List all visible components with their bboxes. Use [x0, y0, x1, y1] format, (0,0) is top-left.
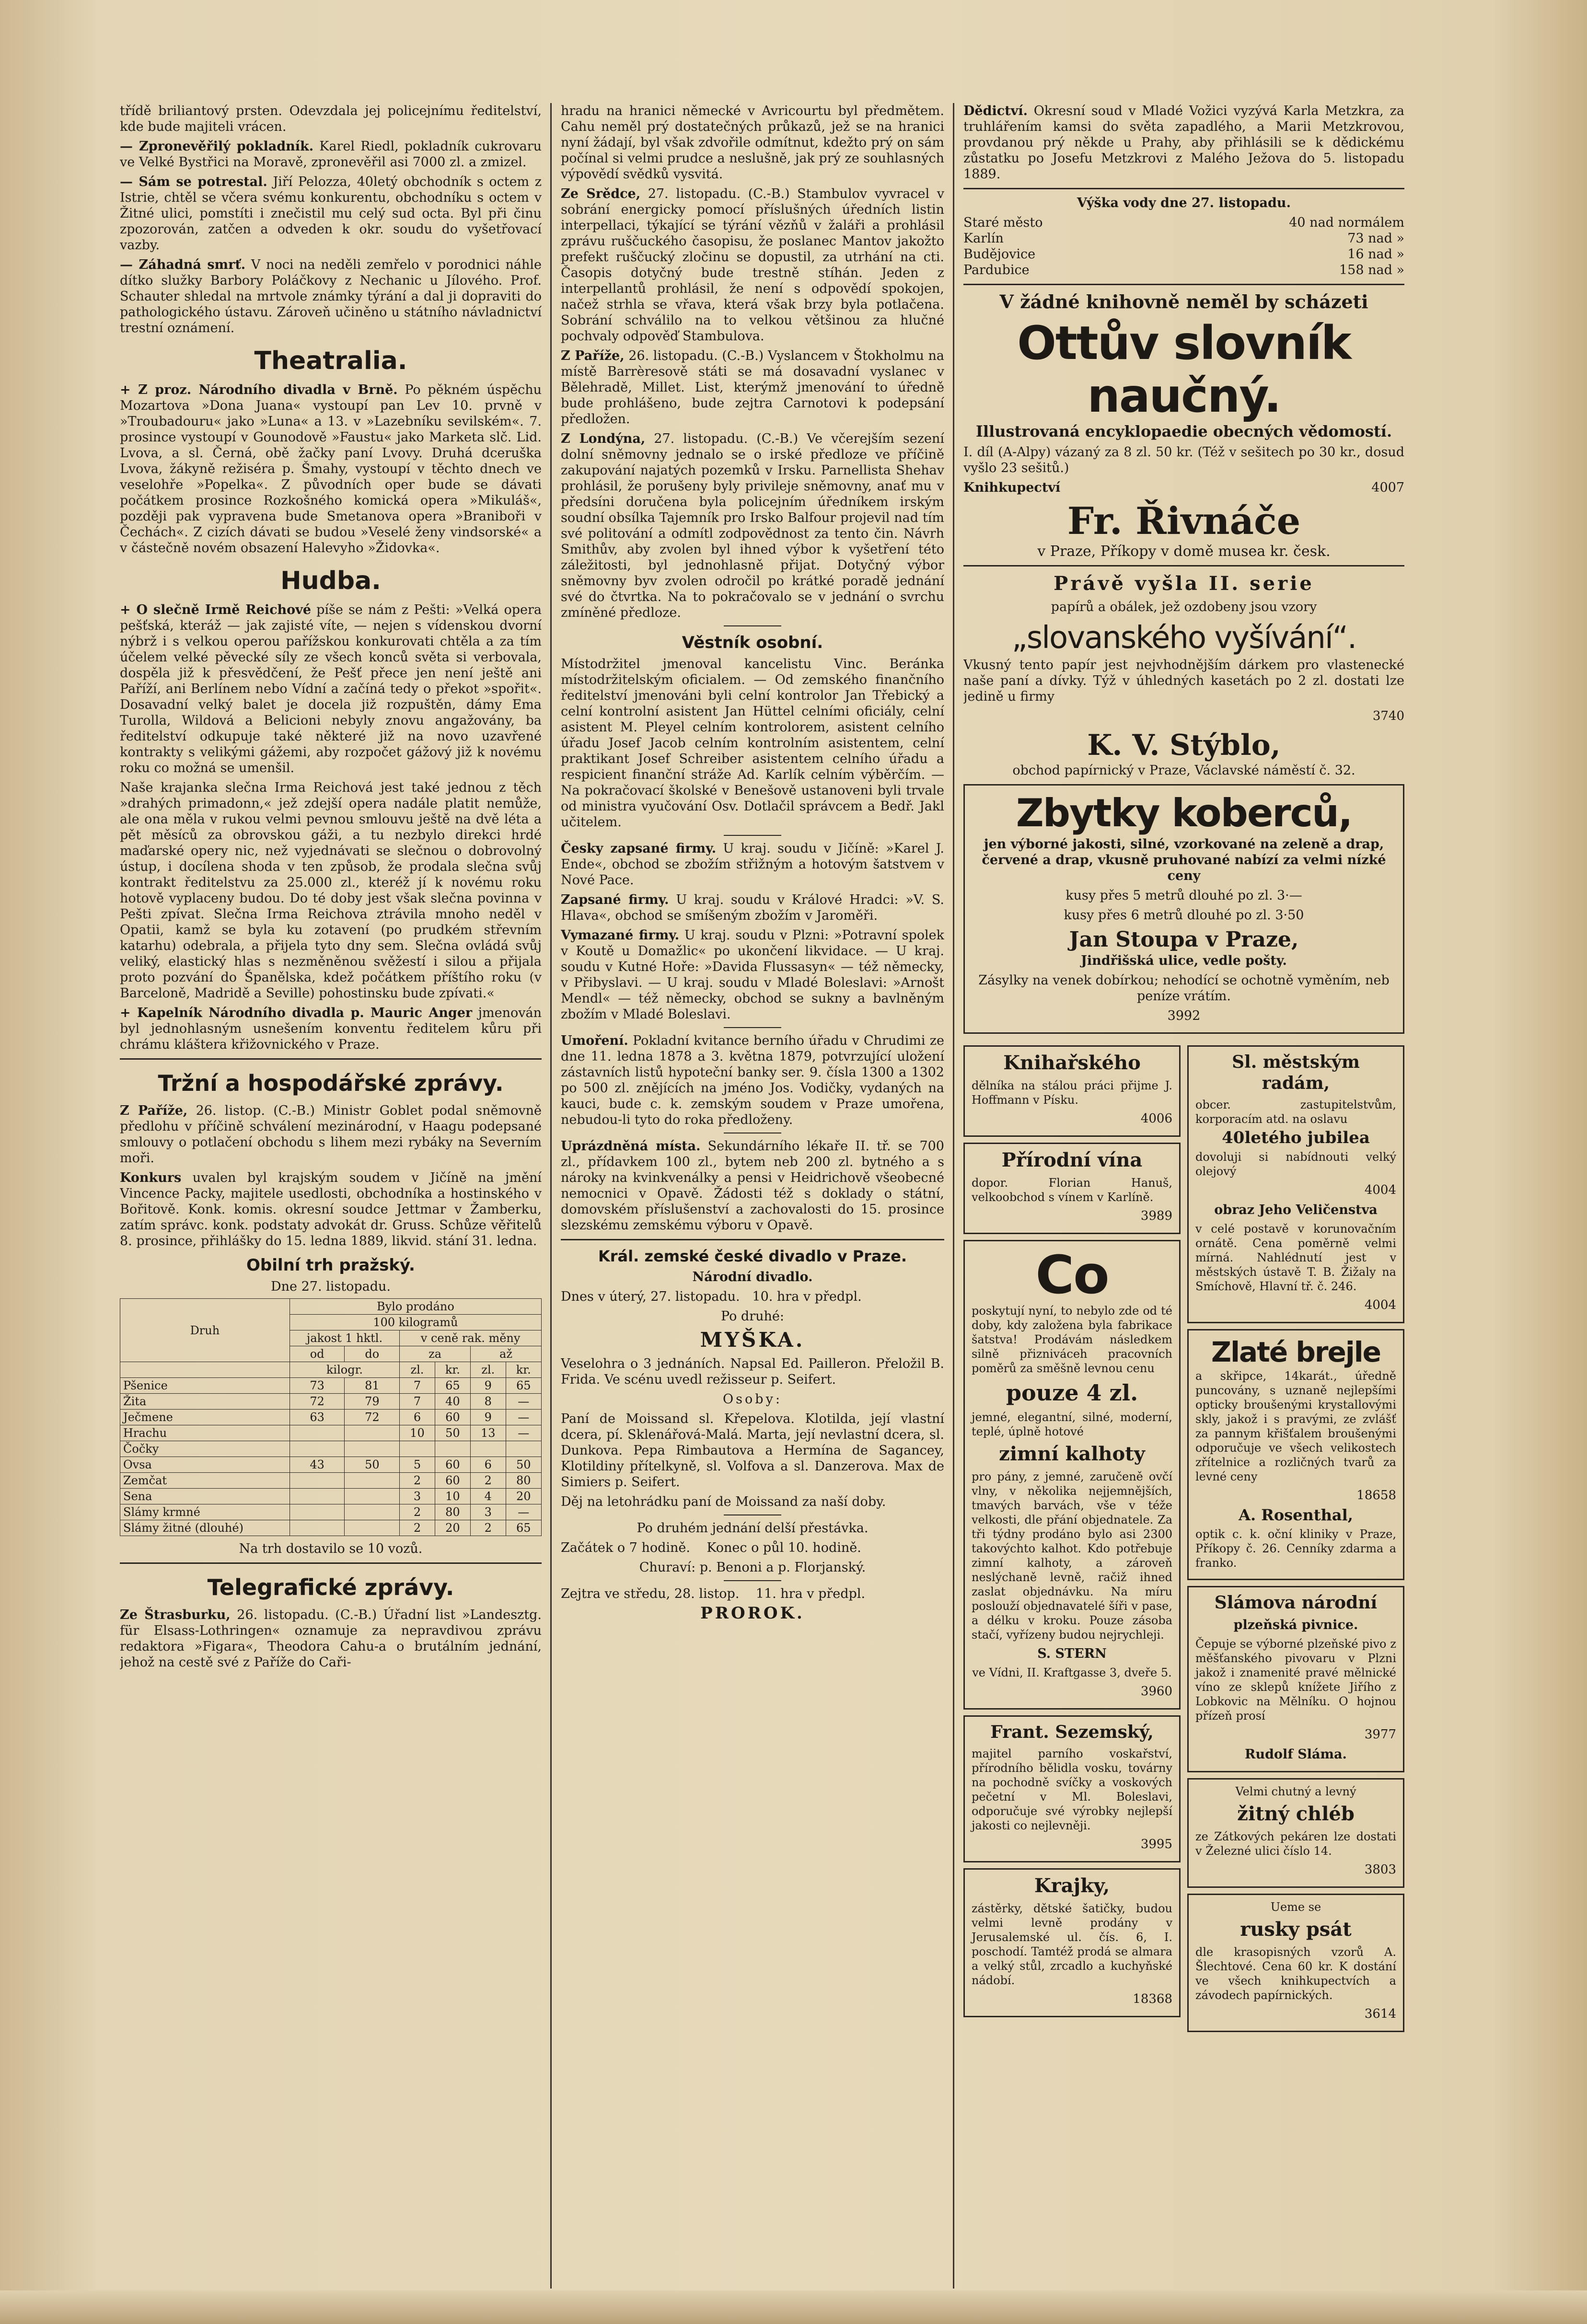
divider — [120, 1562, 542, 1564]
water-row — [963, 231, 1404, 246]
news-item-paris: Z Paříže, 26. listop. (C.-B.) Ministr Goblet podal sněmovně předlohu v příčině schválení mezinárodní, v Haagu podepsané smlouvy o potlačení obchodu s lihem mezi rybáky na Severním moři. — [120, 1103, 542, 1166]
grain-value: 60 — [435, 1473, 470, 1489]
ad-styblo-sub: papírů a obálek, jež ozdobeny jsou vzory — [1051, 600, 1317, 614]
table-header-jakost: jakost 1 hktl. — [290, 1330, 399, 1346]
divider — [963, 565, 1404, 567]
water-value: 158 nad » — [1339, 263, 1404, 277]
ad-kalhoty-title: Co — [1035, 1244, 1109, 1306]
ad-koberce-price-1: kusy přes 5 metrů dlouhé po zl. 3·— — [1066, 888, 1302, 903]
ad-vina-text: dopor. Florian Hanuš, velkoobchod s vínem v Karlíně. — [972, 1176, 1172, 1204]
ad-koberce-price-2: kusy přes 6 metrů dlouhé po zl. 3·50 — [1064, 908, 1304, 923]
ad-chleb — [1187, 1778, 1404, 1888]
grain-value: 65 — [435, 1378, 470, 1394]
ad-otto-bookstore-line: Knihkupectví 4007 — [963, 480, 1404, 495]
table-row — [120, 1473, 542, 1489]
grain-value: 60 — [435, 1457, 470, 1473]
news-item-reichova-2: Naše krajanka slečna Irma Reichová jest také jednou z těch »drahých primadonn,« jež zdejší opera nadále platit nemůže, ale ona měla v rukou velmi pevnou smlouvu ještě na dvě léta a pět měsíců za obrovskou gáži, a tu nezbylo direkci hrdé maďarské opery nic, než vyjednávati se slečnou o dobrovolný ústup, i docílena shoda v ten způsob, že prodala slečna svůj kontrakt ředitelstvu za 25.000 zl., kteréž jí k novému roku hotově vyplaceny budou. Do té doby jest však slečna povinna v Pešti zpívat. Slečna Irma Reichova ztrávila mnoho neděl v Opatii, kamž se byla ku zotavení (po prudkém střevním katarhu) odebrala, a přijela tyto dny sem. Slečna ovládá svůj veliký, elastický hlas s nezměněnou svěžestí i silou a přijala proto pozvání do Španělska, kdež počátkem příštího roku (v Barceloně, Madridě a Seville) pohostinsku bude zpívati.« — [120, 780, 542, 1001]
ad-pivnice-number: 3977 — [1364, 1727, 1396, 1742]
ad-brejle-number: 18658 — [1356, 1488, 1396, 1503]
divider — [561, 1239, 944, 1240]
table-row — [120, 1394, 542, 1410]
ad-kalhoty-address: ve Vídni, II. Kraftgasse 3, dveře 5. — [972, 1666, 1172, 1679]
market-rows — [120, 1378, 542, 1536]
ad-obraz-number-2: 4004 — [1364, 1298, 1396, 1312]
grain-value: 2 — [400, 1504, 435, 1520]
ad-pivnice-sub: plzeňská pivnice. — [1233, 1618, 1358, 1632]
ad-chleb-text-2: ze Zátkových pekáren lze dostati v Železné ulici číslo 14. — [1195, 1830, 1396, 1858]
news-item-reichova: + O slečně Irmě Reichové píše se nám z Pešti: »Velká opera pešťská, kteráž — jak zajisté víte, — nejen s vídenskou dvorní nýbrž i s velkou operou pařížskou konkurovati chtěla a za tím účelem velké pěvecké síly ze všech konců světa si verbovala, dospěla již k přesvědčení, že Pešť přece jen není ještě ani Paříží, ani Berlínem nebo Vídní a začíná tedy o překot »spořit«. Dosavadní velký balet je docela již rozpuštěn, dámy Ema Turolla, Wildová a Belicioni nebyly znovu angažovány, ba ředitelství odkupuje také některé již na novo uzavřené kontrakty s velikými gážemi, aby rozpočet gážový již k novému roku co možná se umenšil. — [120, 602, 542, 775]
theatre-play-title: MYŠKA. — [700, 1328, 805, 1352]
news-item-punished: — Sám se potrestal. Jiří Pelozza, 40letý obchodník s octem z Istrie, chtěl se včera svému konkurentu, obchodníku s octem v Žitné ulici, pomstíti i znečistil mu celý sud octa. Byl při činu zpozorován, zatčen a odveden k okr. soudu do vyšetřovací vazby. — [120, 174, 542, 253]
grain-value: 6 — [471, 1457, 506, 1473]
section-heading-tele: Telegrafické zprávy. — [207, 1574, 454, 1600]
ad-brejle-address: optik c. k. oční kliniky v Praze, Příkopy č. 26. Cenníky zdarma a franko. — [1195, 1527, 1396, 1570]
grain-value: 80 — [435, 1504, 470, 1520]
ad-pivnice-text: Čepuje se výborné plzeňské pivo z měšťanského pivovaru v Plzni jakož i znamenité pravé mělnické víno ze sklepů knížete Jiřího z Lobkovic na Mělníku. O hojnou přízeň prosí — [1195, 1637, 1396, 1723]
water-heading: Výška vody dne 27. listopadu. — [1077, 196, 1291, 210]
table-row — [120, 1489, 542, 1504]
table-header-cena: v ceně rak. měny — [400, 1330, 542, 1346]
ad-rusky-title: rusky psát — [1240, 1918, 1352, 1941]
news-item-cahu: hradu na hranici německé v Avricourtu byl předmětem. Cahu neměl prý dostatečných průkazů, jež se na hranici nyní žádají, byl však zdvořile odmítnut, kdežto prý on sám počínal si velmi prudce a neslušně, jak prý ze souhlasných výpovědí svědků vysvitá. — [561, 104, 944, 182]
market-date: Dne 27. listopadu. — [271, 1279, 391, 1294]
table-row — [120, 1425, 542, 1441]
ad-vina-number: 3989 — [1140, 1209, 1172, 1223]
ad-pivnice-title: Slámova národní — [1214, 1593, 1378, 1613]
news-item-anger: + Kapelník Národního divadla p. Mauric Anger jmenován byl jednohlasným usnešením konventu ředitelem kůru při chrámu kláštera křižovnického v Praze. — [120, 1006, 542, 1052]
grain-value: 40 — [435, 1394, 470, 1410]
grain-value: 72 — [345, 1410, 400, 1425]
divider — [724, 625, 781, 626]
ad-chleb-title: žitný chléb — [1237, 1803, 1355, 1825]
grain-value — [345, 1489, 400, 1504]
table-header-sold: Bylo prodáno — [290, 1299, 541, 1315]
grain-value — [290, 1425, 345, 1441]
grain-name: Zemčat — [120, 1473, 290, 1489]
table-header-do: do — [345, 1346, 400, 1362]
section-heading-hudba: Hudba. — [280, 567, 381, 595]
grain-value: 13 — [471, 1425, 506, 1441]
grain-value — [290, 1504, 345, 1520]
ad-kalhoty-text-3: pro pány, z jemné, zaručeně ovčí vlny, v několika nejjemnějších, tmavých barvách, vše v téže velkosti, dle přání objednatele. Za tři týdny prodáno bylo asi 2300 takovýchto kalhot. Kdo potřebuje zimní kalhoty, a zároveň neslýchaně levně, račiž ihned zaslat objednávku. Na míru poslouží objednavatelé šíři v pase, a délku v kroku. Pouze zásoba stačí, vyřízeny budou nejrychleji. — [972, 1470, 1172, 1642]
ad-obraz-text-2: dovoluji si nabídnouti velký olejový — [1195, 1150, 1396, 1178]
news-item-ring: třídě briliantový prsten. Odevzdala jej policejnímu ředitelství, kde bude majiteli vrácen. — [120, 104, 542, 134]
news-item-umoreni: Umoření. Pokladní kvitance berního úřadu v Chrudimi ze dne 11. ledna 1878 a 3. května 1879, potvrzující uložení zástavních listů hypoteční banky ser. 9. čísla 1300 a 1302 po 500 zl. znějících na jméno Jos. Vodičky, vydaných na kauci, bude c. k. zemským soudem v Praze umořena, nebudou-li tyto do roka předloženy. — [561, 1033, 944, 1127]
ad-vina — [963, 1143, 1181, 1234]
table-row — [120, 1520, 542, 1536]
grain-value: 50 — [506, 1457, 541, 1473]
divider — [963, 188, 1404, 189]
grain-value — [290, 1441, 345, 1457]
grain-value: 80 — [506, 1473, 541, 1489]
grain-value — [345, 1504, 400, 1520]
ad-obraz-title-3: obraz Jeho Veličenstva — [1214, 1202, 1378, 1217]
table-row — [120, 1378, 542, 1394]
table-header-zl-1: zl. — [400, 1362, 435, 1378]
water-level-list — [963, 215, 1404, 278]
ad-chleb-number: 3803 — [1364, 1862, 1396, 1877]
column-rule-2 — [953, 103, 954, 2289]
ad-koberce-number: 3992 — [1167, 1008, 1201, 1023]
grain-value — [400, 1441, 435, 1457]
ad-obraz — [1187, 1045, 1404, 1323]
ad-rusky-header: Ueme se — [1270, 1900, 1321, 1914]
table-header-kilogr: kilogr. — [290, 1362, 399, 1378]
grain-value: 3 — [400, 1489, 435, 1504]
osoby-heading: Osoby: — [723, 1392, 782, 1407]
ad-otto-address: v Praze, Příkopy v domě musea kr. česk. — [1037, 543, 1331, 560]
grain-value: 43 — [290, 1457, 345, 1473]
news-item-firmy: Česky zapsané firmy. U kraj. soudu v Jičíně: »Karel J. Ende«, obchod se zbožím střižným a hotovým šatstvem v Nové Pace. — [561, 841, 944, 888]
ad-left-stack — [963, 1040, 1181, 2038]
theatre-repeat: Po druhé: — [721, 1309, 784, 1324]
grain-value: 3 — [471, 1504, 506, 1520]
ad-obraz-number-1: 4004 — [1364, 1183, 1396, 1197]
ad-kalhoty-text-2: jemné, elegantní, silné, moderní, teplé, úplně hotové — [972, 1411, 1172, 1438]
news-item-vymazane: Vymazané firmy. U kraj. soudu v Plzni: »Potravní spolek v Koutě u Domažlic« po ukončení likvidace. — U kraj. soudu v Kutné Hoře: »Davida Flussasyn« — též německy, v Přibyslavi. — U kraj. soudu v Mladé Boleslavi: »Arnošt Mendl« — též německy, obchod se sukny a bavlněným zbožím v Mladé Boleslavi. — [561, 928, 944, 1022]
theatre-description: Veselohra o 3 jednáních. Napsal Ed. Pailleron. Přeložil B. Frida. Ve scénu uvedl režisseur p. Seifert. — [561, 1356, 944, 1387]
water-row — [963, 246, 1404, 262]
ad-kalhoty — [963, 1240, 1181, 1710]
ad-styblo-header: Právě vyšla II. serie — [1054, 572, 1314, 595]
grain-value — [345, 1441, 400, 1457]
grain-value: 6 — [400, 1410, 435, 1425]
ad-styblo-number: 3740 — [1372, 709, 1404, 723]
news-item-theatre-brno: + Z proz. Národního divadla v Brně. Po pěkném úspěchu Mozartova »Dona Juana« vystoupí pan Lev 10. prvně v »Troubadouru« jako »Luna« a 13. v »Lazebníku sevilském«. 7. prosince vystoupí v Gounodově »Faustu« jako Marketa slč. Lid. Lvova, a sl. Černá, obě žačky paní Lvovy. Druhá dceruška Lvova, žákyně režiséra p. Šmahy, vystoupí v těchto dnech ve veselohře »Popelka«. Z původních oper bude se dávati počátkem prosince Rozkošného komická opera »Mikuláš«, později pak vypravena bude Smetanova opera »Braniboři v Čechách«. Z cizích dávati se budou »Veselé ženy vindsorské« a v částečně novém obsazení Halevyho »Židovka«. — [120, 382, 542, 555]
table-header-az: až — [471, 1346, 542, 1362]
grain-value: 4 — [471, 1489, 506, 1504]
ad-vina-title: Přírodní vína — [1001, 1149, 1143, 1171]
table-header-druh: Druh — [120, 1299, 290, 1362]
ad-koberce-text: jen výborné jakosti, silné, vzorkované na zeleně a drap, červené a drap, vkusně pruhované nabízí za velmi nízké ceny — [982, 837, 1386, 883]
table-header-od: od — [290, 1346, 345, 1362]
ad-grid — [963, 1040, 1404, 2038]
water-value: 40 nad normálem — [1289, 215, 1404, 230]
grain-value: 60 — [435, 1410, 470, 1425]
ad-brejle — [1187, 1329, 1404, 1580]
grain-value: 2 — [471, 1473, 506, 1489]
grain-name: Žita — [120, 1394, 290, 1410]
table-header-kr-2: kr. — [506, 1362, 541, 1378]
grain-value — [345, 1520, 400, 1536]
divider — [724, 835, 781, 836]
water-place: Staré město — [963, 215, 1043, 230]
theatre-heading: Král. zemské české divadlo v Praze. — [598, 1247, 907, 1265]
ad-sezemsky-number: 3995 — [1140, 1837, 1172, 1851]
grain-name: Pšenice — [120, 1378, 290, 1394]
news-item-cashier: — Zpronevěřilý pokladník. Karel Riedl, pokladník cukrovaru ve Velké Bystřici na Moravě, zpronevěřil asi 7000 zl. a zmizel. — [120, 139, 542, 170]
grain-value: — — [506, 1504, 541, 1520]
news-item-london: Z Londýna, 27. listopadu. (C.-B.) Ve včerejším sezení dolní sněmovny jednalo se o irské předloze ve příčině zakupování najatých pozemků v Irsku. Parnellista Shehav prohlásil, že porušeny byly privileje sněmovny, anať mu v předsíni doručena byla policejním úředníkem irským soudní obsílka Tajemník pro Irsko Balfour projevil nad tím své politování a odmítl zodpovědnost za tento čin. Návrh Smithův, aby zvolen byl ihned výbor k vyšetření této záležitosti, byl jednohlasně přijat. Dotyčný výbor sněmovny byv zvolen odročil po krátké poradě jednání své do čtvrtka. Na to pokračovalo se v jednání o svrchu zmíněné předloze. — [561, 431, 944, 620]
grain-value: 2 — [471, 1520, 506, 1536]
ad-otto-header: V žádné knihovně neměl by scházeti — [999, 291, 1368, 312]
ad-kalhoty-title-2: zimní kalhoty — [999, 1443, 1145, 1465]
ad-obraz-title-2: 40letého jubilea — [1222, 1128, 1370, 1147]
ad-rusky-text: dle krasopisných vzorů A. Šlechtové. Cena 60 kr. K dostání ve všech knihkupectvích a závodech papírnických. — [1195, 1945, 1396, 2002]
grain-value: 2 — [400, 1520, 435, 1536]
theatre-intermission: Po druhém jednání delší přestávka. — [637, 1521, 869, 1536]
market-note: Na trh dostavilo se 10 vozů. — [239, 1541, 423, 1556]
ad-sezemsky — [963, 1715, 1181, 1862]
ad-styblo-name: K. V. Stýblo, — [1087, 728, 1281, 762]
grain-name: Čočky — [120, 1441, 290, 1457]
grain-value: 81 — [345, 1378, 400, 1394]
news-item-paris-2: Z Paříže, 26. listopadu. (C.-B.) Vyslancem v Štokholmu na místě Barrèresově státi se má dosavadní vyslanec v Bělehradě, Millet. List, kterýmž jmenování to úředně bude prohlášeno, bude zejtra Carnotovi k podepsání předložen. — [561, 348, 944, 427]
column-3 — [963, 103, 1404, 2289]
ad-sezemsky-text: majitel parního voskařství, přírodního bělidla vosku, továrny na pochodně svíčky a voskových pečetní v Ml. Boleslavi, odporučuje své výrobky nejlepší jakosti co nejlevněji. — [972, 1747, 1172, 1832]
ad-krajky — [963, 1868, 1181, 2017]
ad-obraz-title: Sl. městským radám, — [1232, 1052, 1360, 1093]
divider — [724, 1580, 781, 1581]
water-row — [963, 215, 1404, 231]
grain-value: 7 — [400, 1394, 435, 1410]
ad-rusky-number: 3614 — [1364, 2007, 1396, 2021]
ad-styblo-text: Vkusný tento papír jest nejvhodnějším dárkem pro vlastenecké naše paní a dívky. Týž v úhledných kasetách po 2 zl. dostati lze jedině u firmy — [963, 658, 1404, 704]
water-place: Pardubice — [963, 263, 1030, 277]
column-1 — [120, 103, 542, 2289]
ad-knihar-text: dělníka na stálou práci přijme J. Hoffmann v Písku. — [972, 1079, 1172, 1107]
ad-brejle-text: a skřipce, 14karát., úředně puncovány, s uznaně nejlepšími opticky broušenými krystallovými skly, jakož i s pravými, ze zvlášť za pannym křišťalem broušenými odporučuje ve všech velikostech zřítelnice a rozličných tvarů za levné ceny — [1195, 1369, 1396, 1483]
water-place: Budějovice — [963, 247, 1036, 262]
grain-value: 9 — [471, 1378, 506, 1394]
table-row — [120, 1504, 542, 1520]
ad-koberce-note: Zásylky na venek dobírkou; nehodící se ochotně vyměním, neb peníze vrátím. — [978, 973, 1390, 1004]
ad-right-stack — [1187, 1040, 1404, 2038]
grain-value: 63 — [290, 1410, 345, 1425]
grain-value — [290, 1473, 345, 1489]
ad-brejle-title: Zlaté brejle — [1211, 1336, 1380, 1368]
osoby-place: Děj na letohrádku paní de Moissand za naší doby. — [561, 1494, 886, 1509]
grain-value: 20 — [435, 1520, 470, 1536]
grain-value: 79 — [345, 1394, 400, 1410]
column-rule-1 — [550, 103, 552, 2289]
grain-name: Slámy žitné (dlouhé) — [120, 1520, 290, 1536]
news-item-uprazdnena: Uprázdněná místa. Sekundárního lékaře II. tř. se 700 zl., přídavkem 100 zl., bytem neb 200 zl. bytného a s nároky na kvinkvenálky a pensi v Heidrichově všeobecné nemocnici v Opavě. Žádosti též s doklady o státní, domovském příslušenství a zachovalosti do 15. prosince slezskému zemskému výboru v Opavě. — [561, 1139, 944, 1233]
ad-kalhoty-name: S. STERN — [1037, 1646, 1107, 1661]
section-heading-theatralia: Theatralia. — [254, 347, 407, 375]
ad-obraz-text: obcer. zastupitelstvům, korporacím atd. na oslavu — [1195, 1098, 1396, 1126]
section-heading-vestnik: Věstník osobní. — [682, 633, 823, 652]
grain-value — [506, 1441, 541, 1457]
news-item-dedictvi: Dědictví. Okresní soud v Mladé Vožici vyzývá Karla Metzkra, za truhlářením kamsi do světa zapadlého, a Marii Metzkrovou, provdanou prý někde u Prahy, aby přihlásili se k dědickému zůstatku po Josefu Metzkrovi z Malého Ježova do 5. listopadu 1889. — [963, 104, 1404, 182]
grain-value: 73 — [290, 1378, 345, 1394]
theatre-tomorrow-play: PROROK. — [700, 1604, 805, 1623]
ad-kalhoty-text-1: poskytují nyní, to nebylo zde od té doby, kdy založena byla fabrikace šatstva! Prodávám následkem silně přizniváceh pracovních poměrů za směšně levnou cenu — [972, 1304, 1172, 1375]
water-place: Karlín — [963, 231, 1004, 246]
grain-value: 2 — [400, 1473, 435, 1489]
theatre-date-line: Dnes v úterý, 27. listopadu. 10. hra v předpl. — [561, 1289, 862, 1304]
news-item-strasbourg: Ze Štrasburku, 26. listopadu. (C.-B.) Úřadní list »Landesztg. für Elsass-Lothringen« oznamuje za nepravdivou zprávu redaktora »Figara«, Theodora Cahu-a o brutálním jednání, jehož na cestě své z Paříže do Caři- — [120, 1607, 542, 1670]
table-header-zl-2: zl. — [471, 1362, 506, 1378]
ad-krajky-number: 18368 — [1133, 1992, 1172, 2006]
news-item-death: — Záhadná smrť. V noci na neděli zemřelo v porodnici náhle dítko služky Barbory Poláčkovy z Nechanic u Jílového. Prof. Schauter shledal na mrtvole známky týrání a dal ji dopraviti do pathologického ústavu. Zároveň učiněno u státního návladnictví trestní oznámení. — [120, 257, 542, 335]
ad-kalhoty-number: 3960 — [1140, 1684, 1172, 1699]
ad-obraz-text-3: v celé postavě v korunovačním ornátě. Cena poměrně velmi mírná. Nahlédnutí jest v městských ústavě T. B. Žižaly na Smíchově, Hlavní tř. č. 246. — [1195, 1222, 1396, 1293]
ad-rusky — [1187, 1894, 1404, 2032]
water-row — [963, 262, 1404, 278]
ad-brejle-name: A. Rosenthal, — [1239, 1506, 1353, 1524]
ad-kalhoty-price: pouze 4 zl. — [1006, 1380, 1138, 1406]
grain-value: 10 — [400, 1425, 435, 1441]
ad-krajky-title: Krajky, — [1034, 1874, 1110, 1897]
news-item-konkurs: Konkurs uvalen byl krajským soudem v Jičíně na jmění Vincence Packy, majitele usedlosti, obchodníka a hostinského v Bořitově. Konk. komis. okresní soudce Jettmar v Žamberku, zatím správc. konk. podstaty advokát dr. Gruss. Schůze věřitelů 8. prosince, přihlášky do 15. ledna 1889, likvid. stání 31. ledna. — [120, 1170, 542, 1249]
column-2 — [561, 103, 944, 2289]
grain-name: Hrachu — [120, 1425, 290, 1441]
grain-value: 72 — [290, 1394, 345, 1410]
grain-value — [290, 1489, 345, 1504]
ad-knihar — [963, 1045, 1181, 1137]
table-header-za: za — [400, 1346, 471, 1362]
ad-koberce-address: Jindřišská ulice, vedle pošty. — [1081, 953, 1287, 968]
page-bottom-edge — [0, 2290, 1587, 2324]
news-item-sofia: Ze Srědce, 27. listopadu. (C.-B.) Stambulov vyvracel v sobrání energicky pomocí příslušných úředních listin interpellaci, týkající se týrání vězňů v žaláři a prohlásil zprávu ruščuckého časopisu, že poslanec Mantov jakožto prefekt ruščucký zločinu se dopustil, za utrhání na cti. Časopis dotyčný bude trestně stíhán. Jeden z interpellantů prohlásil, že není s odpovědí spokojen, načež strhla se vřava, která však brzy byla potlačena. Sobrání schválilo na to velkou většinou za hlučné pochvaly odpověď Stambulova. — [561, 186, 944, 344]
divider — [963, 284, 1404, 285]
grain-value: 8 — [471, 1394, 506, 1410]
grain-market-table — [120, 1298, 542, 1536]
grain-value: 65 — [506, 1520, 541, 1536]
grain-value: — — [506, 1425, 541, 1441]
grain-value: 9 — [471, 1410, 506, 1425]
grain-value: 65 — [506, 1378, 541, 1394]
table-row — [120, 1441, 542, 1457]
divider — [120, 1058, 542, 1060]
ad-styblo-title: „slovanského vyšívání“. — [1011, 620, 1356, 656]
grain-name: Ječmene — [120, 1410, 290, 1425]
grain-value: — — [506, 1394, 541, 1410]
osoby-text: Paní de Moissand sl. Křepelova. Klotilda, její vlastní dcera, pí. Sklenářová-Malá. Marta, její nevlastní dcera, sl. Dunkova. Pepa Rimbautova a Hermína de Sagancey, Klotildiny přítelkyně, sl. Volfova a sl. Danzerova. Max de Simiers p. Seifert. — [561, 1411, 944, 1490]
table-row — [120, 1410, 542, 1425]
water-value: 16 nad » — [1347, 247, 1404, 262]
ad-knihar-title: Knihařského — [1003, 1052, 1141, 1074]
theatre-tomorrow: Zejtra ve středu, 28. listop. 11. hra v předpl. — [561, 1586, 866, 1601]
grain-value: 50 — [435, 1425, 470, 1441]
ad-otto-sub: Illustrovaná encyklopaedie obecných vědomostí. — [975, 422, 1392, 440]
ad-koberce — [963, 784, 1404, 1034]
grain-value: 7 — [400, 1378, 435, 1394]
grain-value — [471, 1441, 506, 1457]
grain-name: Sena — [120, 1489, 290, 1504]
grain-value: — — [506, 1410, 541, 1425]
section-heading-trzni: Tržní a hospodářské zprávy. — [158, 1070, 504, 1096]
ad-koberce-name: Jan Stoupa v Praze, — [1069, 927, 1299, 952]
ad-sezemsky-title: Frant. Sezemský, — [990, 1722, 1154, 1742]
theatre-subheading: Národní divadlo. — [692, 1270, 813, 1284]
grain-name: Ovsa — [120, 1457, 290, 1473]
news-item-zapsane: Zapsané firmy. U kraj. soudu v Králové Hradci: »V. S. Hlava«, obchod se smíšeným zbožím v Jaroměři. — [561, 892, 944, 923]
grain-value: 50 — [345, 1457, 400, 1473]
table-row — [120, 1457, 542, 1473]
theatre-ill: Churaví: p. Benoni a p. Florjanský. — [639, 1560, 866, 1575]
table-header-kr-1: kr. — [435, 1362, 470, 1378]
water-value: 73 nad » — [1347, 231, 1404, 246]
table-header-kilogram: 100 kilogramů — [290, 1315, 541, 1330]
grain-value — [290, 1520, 345, 1536]
ad-otto-name: Fr. Řivnáče — [1067, 499, 1301, 543]
divider — [724, 1027, 781, 1028]
ad-koberce-title: Zbytky koberců, — [1016, 791, 1352, 835]
grain-name: Slámy krmné — [120, 1504, 290, 1520]
ad-otto-text: I. díl (A-Alpy) vázaný za 8 zl. 50 kr. (Též v sešitech po 30 kr., dosud vyšlo 23 sešitů.) — [963, 445, 1404, 475]
grain-value: 10 — [435, 1489, 470, 1504]
ad-knihar-number: 4006 — [1140, 1111, 1172, 1126]
ad-pivnice — [1187, 1586, 1404, 1772]
market-heading: Obilní trh pražský. — [246, 1256, 415, 1275]
grain-value: 20 — [506, 1489, 541, 1504]
grain-value — [345, 1473, 400, 1489]
ad-pivnice-name: Rudolf Sláma. — [1245, 1747, 1347, 1762]
ad-krajky-text: zástěrky, dětské šatičky, budou velmi levně prodány v Jerusalemské ul. čís. 6, I. poschodí. Tamtéž prodá se almara a velký stůl, zrcadlo a kuchyňské nádobí. — [972, 1902, 1172, 1987]
grain-value — [435, 1441, 470, 1457]
theatre-start-end: Začátek o 7 hodině. Konec o půl 10. hodině. — [561, 1540, 861, 1555]
ad-otto-title: Ottův slovník naučný. — [1017, 316, 1351, 423]
grain-value — [345, 1425, 400, 1441]
grain-value: 5 — [400, 1457, 435, 1473]
news-item-vestnik: Místodržitel jmenoval kancelistu Vinc. Beránka místodržitelským oficialem. — Od zemského finančního ředitelství jmenováni byli celní kontrolor Jan Třebický a celní kontrolní asistent Jan Hüttel celními oficiály, celní asistent M. Pleyel celním kontrolorem, asistent celního úřadu Josef Jacob celním kontrolním asistentem, celní praktikant Josef Schreiber asistentem celního úřadu a respicient finanční stráže Ad. Karlík celním výběrčím. — Na pokračovací školské v Benešově ustanoveni byli trvale od ministra vyučování Osv. Dotlačil správcem a Bedř. Jakl učitelem. — [561, 657, 944, 830]
ad-styblo-address: obchod papírnický v Praze, Václavské náměstí č. 32. — [1012, 763, 1355, 778]
table-spacer — [120, 1362, 290, 1378]
ad-chleb-text: Velmi chutný a levný — [1235, 1785, 1356, 1798]
